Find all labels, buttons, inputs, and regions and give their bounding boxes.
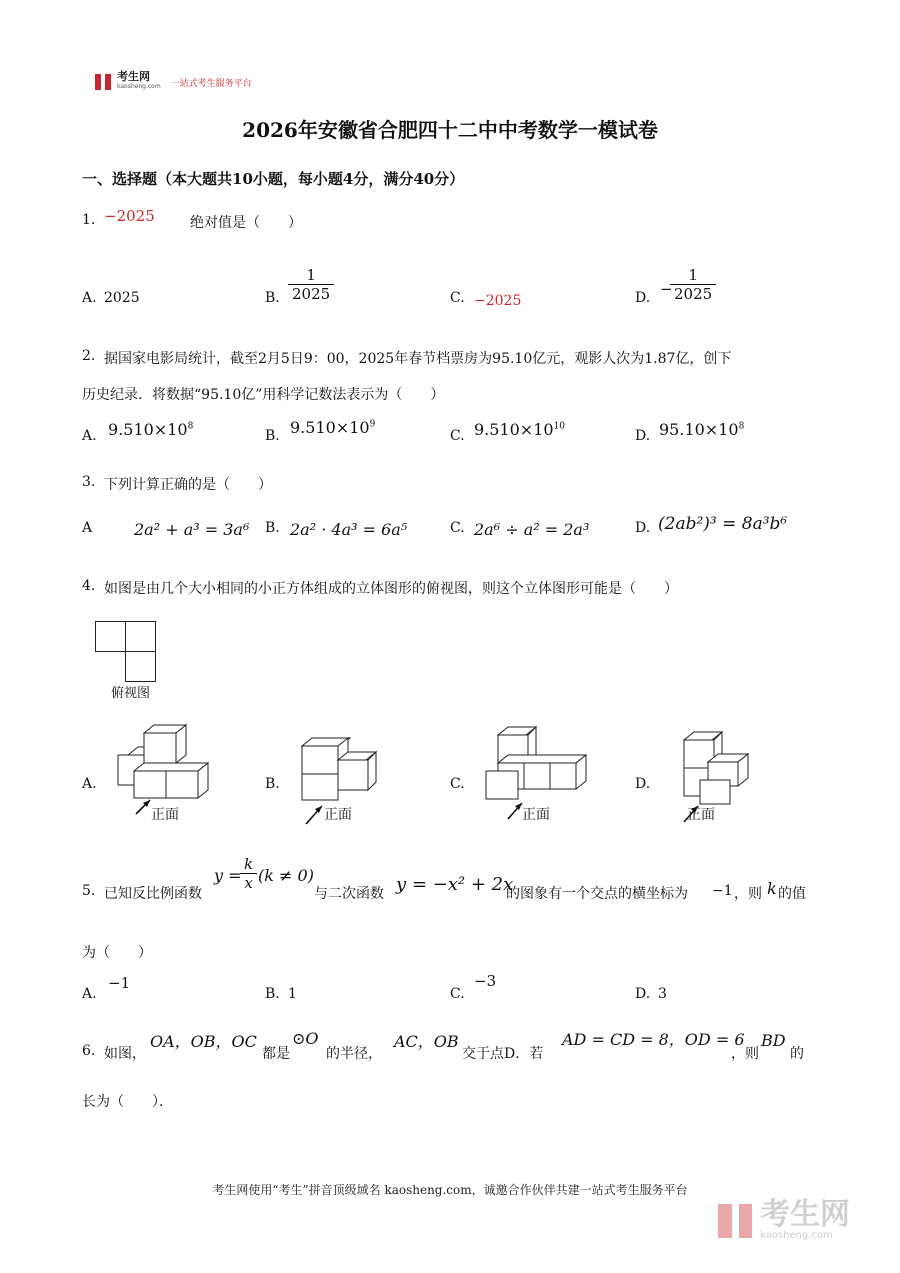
q5-text-2: 与二次函数 <box>314 886 384 902</box>
q2-option-a-label: A. <box>82 428 97 444</box>
q1-option-d-label: D. <box>635 290 651 306</box>
fraction-denominator: 2025 <box>288 284 334 303</box>
fraction-numerator: 1 <box>306 266 316 284</box>
q1-option-a-value: 2025 <box>104 290 140 306</box>
q3-option-c-expr: 2a⁶ ÷ a² = 2a³ <box>474 520 590 539</box>
q6-bd: BD <box>761 1031 786 1050</box>
q1-stem: 绝对值是（ ） <box>190 215 302 231</box>
q5-option-b-label: B. <box>265 986 280 1002</box>
q5-option-d-value: 3 <box>658 986 667 1002</box>
q2-option-b-value: $9.510\times 10^9$ <box>290 418 376 437</box>
fraction-denominator: x <box>240 873 256 892</box>
q6-circle: ⊙O <box>292 1029 319 1048</box>
q5-option-c-label: C. <box>450 986 465 1002</box>
q6-given: AD = CD = 8，OD = 6 <box>562 1030 745 1049</box>
q1-option-a-label: A. <box>82 290 97 306</box>
q5-text-1: 已知反比例函数 <box>104 886 202 902</box>
q3-option-c-label: C. <box>450 520 465 536</box>
q4-option-c-front-label: 正面 <box>522 807 550 823</box>
q5-func-lhs: y = <box>214 866 242 885</box>
q5-quadratic: y = −x² + 2x <box>396 874 514 895</box>
fraction-denominator: 2025 <box>670 284 716 303</box>
watermark-domain: kaosheng.com <box>760 1230 833 1241</box>
q3-option-d-expr: (2ab²)³ = 8a³b⁶ <box>658 514 788 534</box>
q5-number: 5. <box>82 883 96 899</box>
q5-text-3: 的图象有一个交点的横坐标为 <box>506 886 688 902</box>
q4-option-b-front-label: 正面 <box>324 807 352 823</box>
q5-option-c-value: −3 <box>474 972 497 990</box>
q1-option-d-fraction <box>670 266 716 303</box>
q3-option-a-expr: 2a² + a³ = 3a⁶ <box>134 520 250 539</box>
q1-option-c-label: C. <box>450 290 465 306</box>
q2-line-2: 历史纪录．将数据“95.10亿”用科学记数法表示为（ ） <box>82 387 445 403</box>
q2-line-1: 据国家电影局统计，截至2月5日9：00，2025年春节档票房为95.10亿元，观影人次为1.87亿，创下 <box>104 351 732 367</box>
q4-top-view-figure <box>95 621 157 683</box>
q6-number: 6. <box>82 1043 96 1059</box>
q2-option-b-label: B. <box>265 428 280 444</box>
q6-line-2: 长为（ ）． <box>82 1094 173 1110</box>
q4-option-d-front-label: 正面 <box>687 807 715 823</box>
q5-option-d-label: D. <box>635 986 651 1002</box>
q1-option-c-value: −2025 <box>474 293 522 309</box>
q3-option-b-expr: 2a² · 4a³ = 6a⁵ <box>290 520 408 539</box>
q4-option-c-label: C. <box>450 776 465 792</box>
q4-stem: 如图是由几个大小相同的小正方体组成的立体图形的俯视图，则这个立体图形可能是（ ） <box>104 581 678 597</box>
q2-option-c-value: $9.510\times 10^{10}$ <box>474 420 566 439</box>
section-title: 一、选择题（本大题共10小题，每小题4分，满分40分） <box>82 170 465 188</box>
watermark-name: 考生网 kaosheng.com <box>760 1197 850 1241</box>
q2-option-d-value: $95.10\times 10^8$ <box>659 420 745 439</box>
q6-text-6: 的 <box>790 1046 804 1062</box>
q1-option-b-fraction <box>288 266 334 303</box>
q2-option-c-label: C. <box>450 428 465 444</box>
q2-number: 2. <box>82 348 96 364</box>
page-title: 2026年安徽省合肥四十二中中考数学一模试卷 <box>242 118 658 142</box>
q4-option-d-label: D. <box>635 776 651 792</box>
q5-option-a-value: −1 <box>108 974 131 992</box>
brand-slogan: 一站式考生服务平台 <box>170 78 252 89</box>
q6-text-4: 交于点D．若 <box>462 1046 544 1062</box>
q1-number: 1. <box>82 212 96 228</box>
q6-text-1: 如图， <box>104 1046 146 1062</box>
page-footer: 考生网使用“考生”拼音顶级域名 kaosheng.com，诚邀合作伙伴共建一站式考生服务平台 <box>212 1183 688 1197</box>
q5-option-b-value: 1 <box>288 986 297 1002</box>
q3-option-a-label: A <box>82 520 93 536</box>
q4-option-a-label: A. <box>82 776 97 792</box>
q6-text-2: 都是 <box>262 1046 290 1062</box>
q5-value: −1 <box>712 883 733 899</box>
q5-k: k <box>767 879 777 898</box>
watermark-logo-icon <box>718 1204 752 1238</box>
q2-option-a-value: $9.510\times 10^8$ <box>108 420 194 439</box>
q5-func-fraction <box>240 855 257 892</box>
q4-top-view-caption: 俯视图 <box>111 686 151 701</box>
q6-chords: AC，OB <box>394 1032 459 1051</box>
fraction-numerator: 1 <box>688 266 698 284</box>
q4-option-b-label: B. <box>265 776 280 792</box>
q5-option-a-label: A. <box>82 986 97 1002</box>
q3-number: 3. <box>82 474 96 490</box>
q1-option-b-label: B. <box>265 290 280 306</box>
kaosheng-logo-icon <box>95 74 111 90</box>
q4-number: 4. <box>82 578 96 594</box>
q3-stem: 下列计算正确的是（ ） <box>104 477 272 493</box>
q5-text-4: ，则 <box>734 886 762 902</box>
q2-option-d-label: D. <box>635 428 651 444</box>
q3-option-d-label: D. <box>635 520 651 536</box>
brand-logo <box>95 72 252 92</box>
q5-text-5: 的值 <box>778 886 806 902</box>
fraction-numerator: k <box>244 855 254 873</box>
q5-line-2: 为（ ） <box>82 945 152 961</box>
brand-name: 考生网 kaosheng.com <box>117 70 161 90</box>
q3-option-b-label: B. <box>265 520 280 536</box>
q5-func-condition: (k ≠ 0) <box>258 866 314 885</box>
q1-option-d-sign: − <box>660 280 673 298</box>
q6-radii: OA，OB，OC <box>150 1032 257 1051</box>
q6-text-5: ，则 <box>731 1046 759 1062</box>
q1-expr: −2025 <box>104 207 155 225</box>
watermark <box>718 1197 850 1242</box>
q4-option-a-front-label: 正面 <box>151 807 179 823</box>
brand-domain: kaosheng.com <box>117 83 161 90</box>
q6-text-3: 的半径， <box>326 1046 382 1062</box>
